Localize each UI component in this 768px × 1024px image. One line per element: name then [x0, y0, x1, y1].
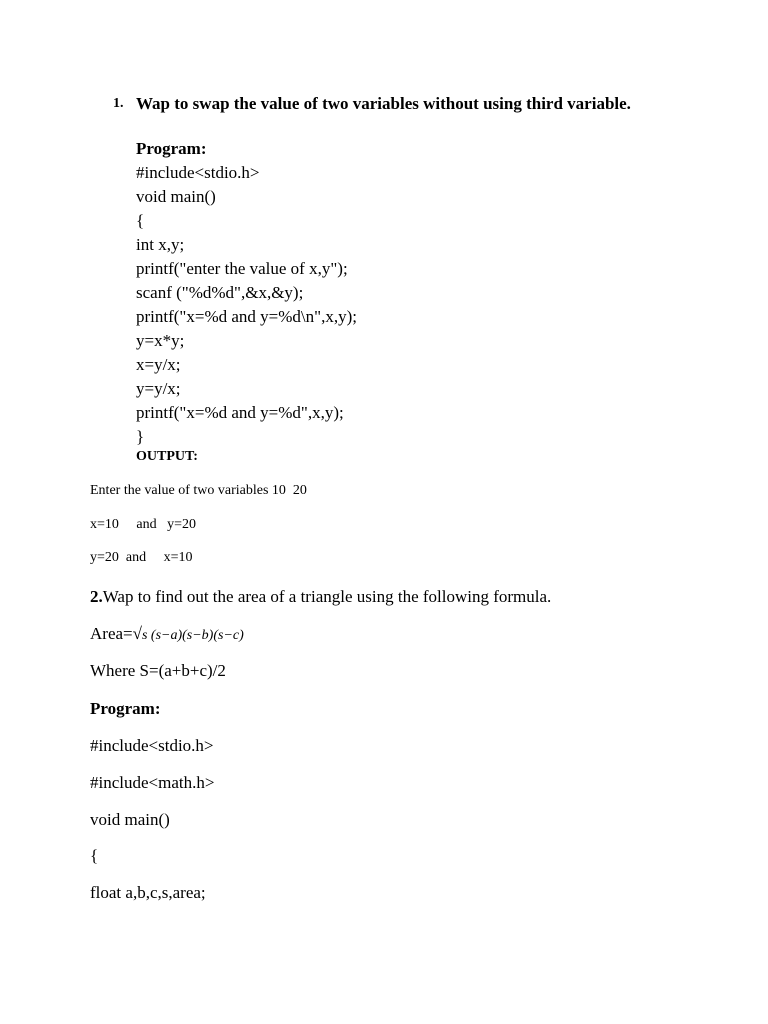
code-line: printf("x=%d and y=%d\n",x,y);: [136, 307, 357, 326]
formula-prefix: Area=√: [90, 624, 142, 643]
code-line: float a,b,c,s,area;: [90, 883, 206, 902]
question-2-heading: [90, 588, 551, 605]
output-line: x=10 and y=20: [90, 517, 197, 532]
question-2-number: 2.: [90, 587, 103, 606]
code-line: void main(): [136, 187, 216, 206]
program-1-label: Program:: [136, 139, 207, 158]
code-line: #include<stdio.h>: [136, 163, 260, 182]
code-line: x=y/x;: [136, 355, 181, 374]
output-line: Enter the value of two variables 10 20: [90, 483, 307, 498]
area-formula: [90, 625, 244, 643]
question-2-title: Wap to find out the area of a triangle using the following formula.: [102, 587, 552, 606]
program-2-label: Program:: [90, 699, 161, 718]
code-line: y=y/x;: [136, 379, 181, 398]
code-line: #include<stdio.h>: [90, 736, 214, 755]
where-line: Where S=(a+b+c)/2: [90, 661, 226, 680]
code-line: {: [136, 211, 145, 230]
code-line: printf("x=%d and y=%d",x,y);: [136, 403, 344, 422]
code-line: }: [136, 427, 145, 446]
code-line: scanf ("%d%d",&x,&y);: [136, 283, 304, 302]
code-line: printf("enter the value of x,y");: [136, 259, 348, 278]
output-line: y=20 and x=10: [90, 550, 193, 565]
code-line: y=x*y;: [136, 331, 185, 350]
formula-body: s (s−a)(s−b)(s−c): [141, 628, 244, 643]
code-line: void main(): [90, 810, 170, 829]
code-line: {: [90, 846, 99, 865]
code-line: int x,y;: [136, 235, 185, 254]
output-label: OUTPUT:: [136, 449, 198, 464]
question-1-title: Wap to swap the value of two variables without using third variable.: [136, 94, 631, 113]
code-line: #include<math.h>: [90, 773, 215, 792]
question-1-number: 1.: [113, 96, 124, 111]
